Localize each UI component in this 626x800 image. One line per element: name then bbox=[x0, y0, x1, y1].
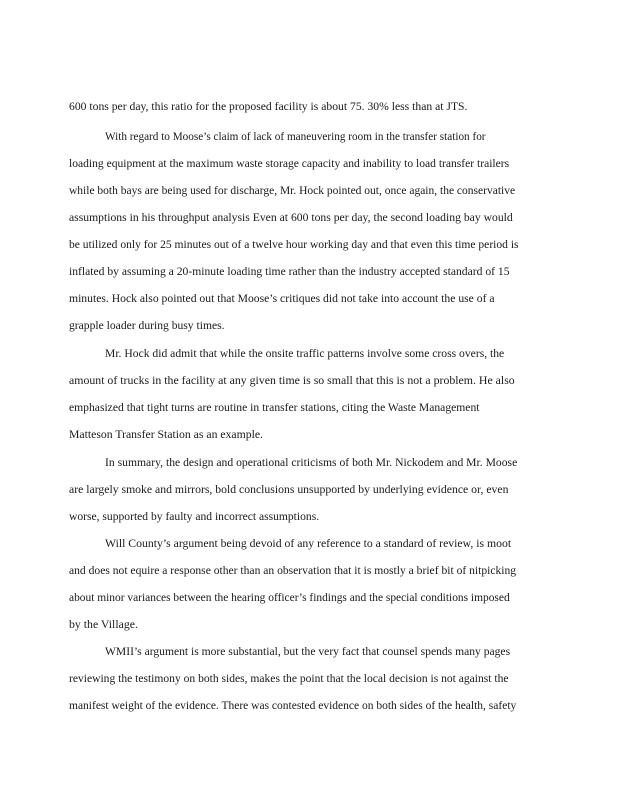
text-line: amount of trucks in the facility at any given time is so small that this is not a problem. He also bbox=[69, 375, 515, 387]
paragraph-first-line: With regard to Moose’s claim of lack of maneuvering room in the transfer station for bbox=[105, 131, 486, 143]
text-line: grapple loader during busy times. bbox=[69, 320, 225, 332]
text-line: while both bays are being used for discharge, Mr. Hock pointed out, once again, the conservative bbox=[69, 185, 516, 197]
text-line: inflated by assuming a 20-minute loading time rather than the industry accepted standard of 15 bbox=[69, 266, 510, 278]
paragraph-first-line: Will County’s argument being devoid of any reference to a standard of review, is moot bbox=[105, 538, 512, 550]
paragraph-first-line: WMII’s argument is more substantial, but the very fact that counsel spends many pages bbox=[105, 646, 511, 658]
text-line: be utilized only for 25 minutes out of a twelve hour working day and that even this time period is bbox=[69, 239, 519, 251]
text-line: manifest weight of the evidence. There was contested evidence on both sides of the health, safety bbox=[69, 700, 517, 712]
text-line: by the Village. bbox=[69, 619, 138, 631]
text-line: are largely smoke and mirrors, bold conclusions unsupported by underlying evidence or, even bbox=[69, 484, 509, 496]
text-line: about minor variances between the hearing officer’s findings and the special conditions imposed bbox=[69, 592, 510, 604]
paragraph-first-line: In summary, the design and operational criticisms of both Mr. Nickodem and Mr. Moose bbox=[105, 457, 518, 469]
text-line: worse, supported by faulty and incorrect assumptions. bbox=[69, 511, 320, 523]
text-line: loading equipment at the maximum waste storage capacity and inability to load transfer trailers bbox=[69, 158, 510, 170]
text-line: minutes. Hock also pointed out that Moose’s critiques did not take into account the use of a bbox=[69, 293, 495, 305]
paragraph-first-line: Mr. Hock did admit that while the onsite traffic patterns involve some cross overs, the bbox=[105, 348, 505, 360]
text-line: Matteson Transfer Station as an example. bbox=[69, 429, 263, 441]
text-line: and does not equire a response other than an observation that it is mostly a brief bit of nitpicking bbox=[69, 565, 517, 577]
text-line: emphasized that tight turns are routine in transfer stations, citing the Waste Management bbox=[69, 402, 480, 414]
text-line: reviewing the testimony on both sides, makes the point that the local decision is not against the bbox=[69, 673, 509, 685]
text-line: assumptions in his throughput analysis Even at 600 tons per day, the second loading bay would bbox=[69, 212, 513, 224]
text-line: 600 tons per day, this ratio for the proposed facility is about 75. 30% less than at JTS. bbox=[69, 101, 468, 113]
